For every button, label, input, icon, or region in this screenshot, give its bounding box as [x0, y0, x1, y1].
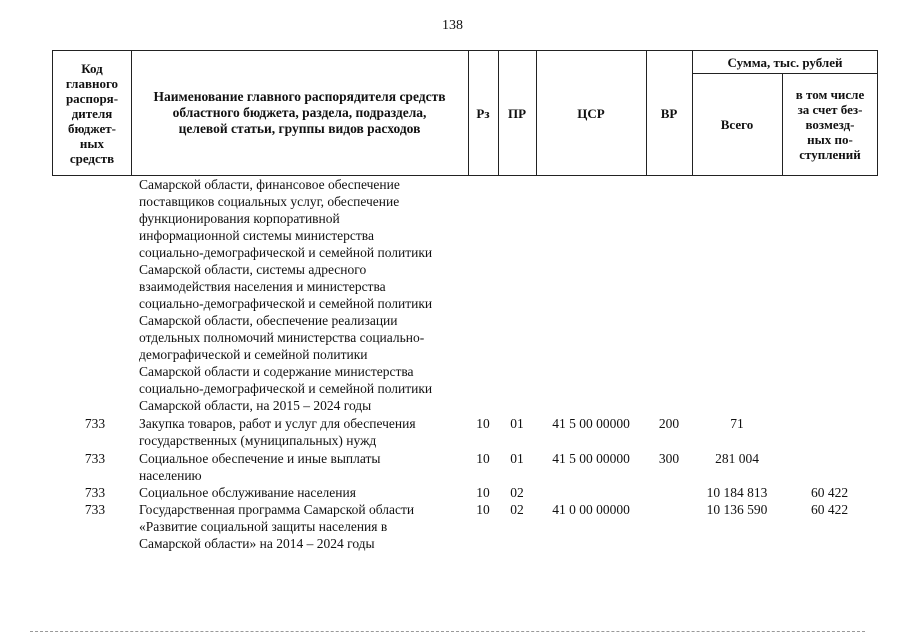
- row-name: Закупка товаров, работ и услуг для обеспечения государственных (муниципальных) нужд: [139, 416, 416, 448]
- row-vr: 200: [658, 416, 680, 431]
- row-name: Социальное обслуживание населения: [139, 485, 356, 500]
- row-pr: 02: [510, 485, 524, 500]
- row-csr: 41 5 00 00000: [552, 451, 630, 466]
- row-pr: 01: [510, 416, 524, 431]
- row-name: Государственная программа Самарской области «Развитие социальной защиты населения в Самарской области» на 2014 – 2024 годы: [139, 502, 415, 551]
- scan-edge-line: [30, 631, 865, 632]
- row-rz: 10: [476, 485, 490, 500]
- row-total: 71: [730, 416, 744, 431]
- row-free: 60 422: [810, 485, 849, 500]
- header-free: в том числе за счет без- возмезд- ных по- ступлений: [795, 87, 865, 162]
- header-vr: ВР: [660, 105, 678, 121]
- row-vr: 300: [658, 451, 680, 466]
- row-rz: 10: [476, 502, 490, 517]
- row-total: 10 136 590: [706, 502, 768, 517]
- header-sum-title: Сумма, тыс. рублей: [727, 54, 843, 70]
- header-rz: Рз: [476, 105, 490, 121]
- continuation-text: Самарской области, финансовое обеспечение поставщиков социальных услуг, обеспечение функционирования корпоративной информационной системы министерства социально-демографической и семейной политики Самарской области, системы адресного взаимодействия населения и министерства социально-демографической и семейной политики Самарской области, обеспечение реализации отдельных полномочий министерства социально- демографической и семейной политики Самарской области и содержание министерства социально-демографической и семейной политики Самарской области, на 2015 – 2024 годы: [139, 177, 433, 413]
- row-rz: 10: [476, 416, 490, 431]
- row-pr: 01: [510, 451, 524, 466]
- row-free: 60 422: [810, 502, 849, 517]
- page-number: 138: [442, 18, 463, 33]
- row-csr: 41 0 00 00000: [552, 502, 630, 517]
- header-total: Всего: [720, 117, 754, 132]
- row-total: 10 184 813: [706, 485, 768, 500]
- row-total: 281 004: [715, 451, 759, 466]
- row-pr: 02: [510, 502, 524, 517]
- table-header: [52, 50, 878, 176]
- row-rz: 10: [476, 451, 490, 466]
- header-csr: ЦСР: [577, 105, 605, 121]
- row-code: 733: [84, 485, 106, 500]
- row-csr: 41 5 00 00000: [552, 416, 630, 431]
- header-code: Код главного распоря- дителя бюджет- ных средств: [65, 60, 119, 166]
- row-name: Социальное обеспечение и иные выплаты населению: [139, 451, 381, 483]
- header-pr: ПР: [507, 105, 527, 121]
- row-code: 733: [84, 451, 106, 466]
- header-name: Наименование главного распорядителя средств областного бюджета, раздела, подраздела, целевой статьи, группы видов расходов: [153, 89, 446, 136]
- row-code: 733: [84, 416, 106, 431]
- row-code: 733: [84, 502, 106, 517]
